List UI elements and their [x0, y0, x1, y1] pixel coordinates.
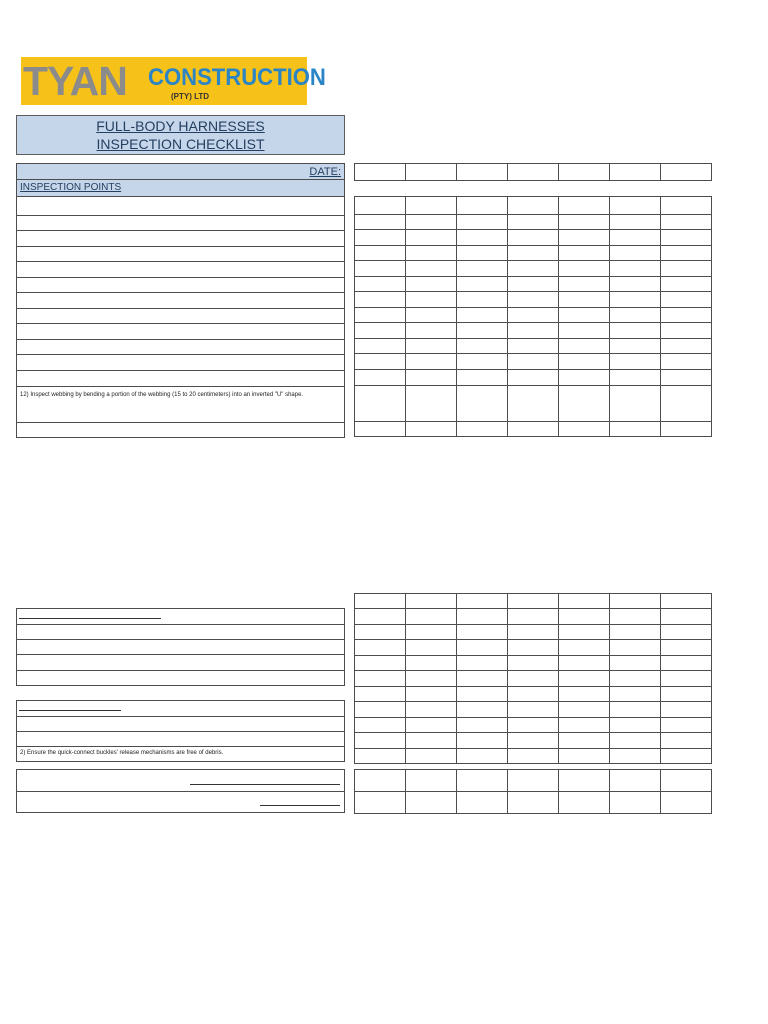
- grid-row: [355, 656, 712, 671]
- check-cell[interactable]: [355, 292, 406, 308]
- check-cell[interactable]: [610, 656, 661, 671]
- check-cell[interactable]: [661, 323, 712, 339]
- date-cell[interactable]: [508, 164, 559, 181]
- check-cell[interactable]: [559, 733, 610, 749]
- check-cell[interactable]: [355, 594, 406, 609]
- check-cell[interactable]: [508, 594, 559, 609]
- grid-row: [355, 702, 712, 718]
- check-cell[interactable]: [508, 308, 559, 323]
- check-cell[interactable]: [406, 687, 457, 702]
- check-cell[interactable]: [508, 749, 559, 764]
- inspection-points-label: INSPECTION POINTS: [20, 182, 122, 193]
- grid-row: [355, 386, 712, 422]
- check-cell[interactable]: [508, 687, 559, 702]
- check-cell[interactable]: [406, 277, 457, 292]
- check-cell[interactable]: [457, 733, 508, 749]
- check-cell[interactable]: [457, 308, 508, 323]
- logo-word-construction: CONSTRUCTION: [148, 64, 326, 91]
- grid-row: [355, 354, 712, 370]
- section2-group-a: [16, 608, 345, 686]
- check-cell[interactable]: [406, 246, 457, 261]
- check-cell[interactable]: [610, 640, 661, 656]
- check-cell[interactable]: [610, 230, 661, 246]
- check-cell[interactable]: [355, 640, 406, 656]
- inspection-points-list: [16, 196, 345, 438]
- check-cell[interactable]: [559, 770, 610, 792]
- check-cell[interactable]: [355, 215, 406, 230]
- date-cell[interactable]: [559, 164, 610, 181]
- check-cell[interactable]: [406, 792, 457, 814]
- check-cell[interactable]: [610, 277, 661, 292]
- check-cell[interactable]: [406, 230, 457, 246]
- check-cell[interactable]: [457, 422, 508, 437]
- check-cell[interactable]: [406, 422, 457, 437]
- section2-point-2: 2) Ensure the quick-connect buckles' release mechanisms are free of debris.: [20, 750, 224, 756]
- check-cell[interactable]: [610, 749, 661, 764]
- check-cell[interactable]: [559, 625, 610, 640]
- check-cell[interactable]: [406, 197, 457, 215]
- check-cell[interactable]: [457, 339, 508, 354]
- check-cell[interactable]: [559, 718, 610, 733]
- check-cell[interactable]: [610, 370, 661, 386]
- check-cell[interactable]: [559, 197, 610, 215]
- check-cell[interactable]: [406, 656, 457, 671]
- check-cell[interactable]: [355, 246, 406, 261]
- check-cell[interactable]: [508, 640, 559, 656]
- check-cell[interactable]: [559, 656, 610, 671]
- check-cell[interactable]: [508, 354, 559, 370]
- check-cell[interactable]: [457, 197, 508, 215]
- grid-row: [355, 625, 712, 640]
- logo-word-tyan: TYAN: [23, 58, 127, 104]
- check-cell[interactable]: [610, 594, 661, 609]
- check-cell[interactable]: [355, 625, 406, 640]
- check-cell[interactable]: [355, 609, 406, 625]
- check-cell[interactable]: [610, 718, 661, 733]
- check-cell[interactable]: [508, 702, 559, 718]
- inspection-grid-1: [354, 196, 712, 437]
- check-cell[interactable]: [457, 230, 508, 246]
- check-cell[interactable]: [661, 770, 712, 792]
- grid-row: [355, 733, 712, 749]
- check-cell[interactable]: [559, 230, 610, 246]
- grid-row: [355, 594, 712, 609]
- check-cell[interactable]: [610, 339, 661, 354]
- date-header-row: [16, 163, 345, 180]
- grid-row: [355, 609, 712, 625]
- check-cell[interactable]: [559, 594, 610, 609]
- check-cell[interactable]: [457, 370, 508, 386]
- check-cell[interactable]: [355, 323, 406, 339]
- date-cell[interactable]: [610, 164, 661, 181]
- check-cell[interactable]: [355, 656, 406, 671]
- grid-row: [355, 749, 712, 764]
- check-cell[interactable]: [508, 339, 559, 354]
- check-cell[interactable]: [457, 749, 508, 764]
- check-cell[interactable]: [661, 422, 712, 437]
- signoff-grid: [354, 769, 712, 814]
- check-cell[interactable]: [610, 770, 661, 792]
- check-cell[interactable]: [406, 625, 457, 640]
- check-cell[interactable]: [610, 422, 661, 437]
- title-line-2: INSPECTION CHECKLIST: [96, 136, 265, 152]
- check-cell[interactable]: [661, 749, 712, 764]
- check-cell[interactable]: [406, 609, 457, 625]
- check-cell[interactable]: [457, 292, 508, 308]
- checklist-title: [16, 115, 345, 155]
- check-cell[interactable]: [610, 261, 661, 277]
- check-cell[interactable]: [610, 308, 661, 323]
- check-cell[interactable]: [355, 386, 406, 422]
- grid-row: [355, 308, 712, 323]
- check-cell[interactable]: [559, 354, 610, 370]
- inspection-points-header: [16, 180, 345, 196]
- logo-sub: (PTY) LTD: [171, 92, 210, 101]
- check-cell[interactable]: [457, 640, 508, 656]
- check-cell[interactable]: [559, 671, 610, 687]
- check-cell[interactable]: [559, 323, 610, 339]
- check-cell[interactable]: [559, 687, 610, 702]
- check-cell[interactable]: [610, 609, 661, 625]
- inspection-grid-2: [354, 593, 712, 764]
- check-cell[interactable]: [457, 246, 508, 261]
- check-cell[interactable]: [457, 594, 508, 609]
- check-cell[interactable]: [457, 609, 508, 625]
- check-cell[interactable]: [559, 370, 610, 386]
- check-cell[interactable]: [610, 702, 661, 718]
- check-cell[interactable]: [406, 733, 457, 749]
- check-cell[interactable]: [610, 733, 661, 749]
- grid-row: [355, 370, 712, 386]
- check-cell[interactable]: [508, 770, 559, 792]
- check-cell[interactable]: [406, 749, 457, 764]
- check-cell[interactable]: [355, 718, 406, 733]
- grid-row: [355, 718, 712, 733]
- check-cell[interactable]: [406, 215, 457, 230]
- check-cell[interactable]: [508, 718, 559, 733]
- check-cell[interactable]: [661, 594, 712, 609]
- check-cell[interactable]: [559, 702, 610, 718]
- grid-row: [355, 671, 712, 687]
- check-cell[interactable]: [661, 625, 712, 640]
- check-cell[interactable]: [355, 792, 406, 814]
- check-cell[interactable]: [457, 277, 508, 292]
- check-cell[interactable]: [661, 308, 712, 323]
- date-cell[interactable]: [661, 164, 712, 181]
- grid-row: [355, 277, 712, 292]
- check-cell[interactable]: [508, 792, 559, 814]
- check-cell[interactable]: [661, 197, 712, 215]
- check-cell[interactable]: [355, 422, 406, 437]
- check-cell[interactable]: [610, 386, 661, 422]
- check-cell[interactable]: [355, 687, 406, 702]
- check-cell[interactable]: [457, 718, 508, 733]
- grid-row: [355, 215, 712, 230]
- check-cell[interactable]: [508, 261, 559, 277]
- check-cell[interactable]: [610, 215, 661, 230]
- check-cell[interactable]: [457, 792, 508, 814]
- check-cell[interactable]: [406, 292, 457, 308]
- grid-row: [355, 422, 712, 437]
- group-a-heading-underline: [19, 618, 161, 619]
- check-cell[interactable]: [406, 370, 457, 386]
- check-cell[interactable]: [508, 323, 559, 339]
- check-cell[interactable]: [610, 625, 661, 640]
- check-cell[interactable]: [508, 197, 559, 215]
- check-cell[interactable]: [355, 197, 406, 215]
- check-cell[interactable]: [406, 718, 457, 733]
- check-cell[interactable]: [508, 215, 559, 230]
- grid-row: [355, 197, 712, 215]
- check-cell[interactable]: [457, 625, 508, 640]
- check-cell[interactable]: [661, 702, 712, 718]
- check-cell[interactable]: [661, 640, 712, 656]
- check-cell[interactable]: [355, 671, 406, 687]
- check-cell[interactable]: [406, 770, 457, 792]
- check-cell[interactable]: [508, 230, 559, 246]
- grid-row: [355, 323, 712, 339]
- grid-row: [355, 640, 712, 656]
- check-cell[interactable]: [559, 308, 610, 323]
- check-cell[interactable]: [661, 370, 712, 386]
- grid-row: [355, 770, 712, 792]
- check-cell[interactable]: [406, 640, 457, 656]
- check-cell[interactable]: [559, 609, 610, 625]
- check-cell[interactable]: [355, 339, 406, 354]
- check-cell[interactable]: [508, 370, 559, 386]
- check-cell[interactable]: [610, 354, 661, 370]
- check-cell[interactable]: [457, 354, 508, 370]
- check-cell[interactable]: [355, 749, 406, 764]
- check-cell[interactable]: [610, 197, 661, 215]
- check-cell[interactable]: [508, 277, 559, 292]
- signature-line-2[interactable]: [260, 805, 340, 806]
- check-cell[interactable]: [457, 687, 508, 702]
- check-cell[interactable]: [457, 671, 508, 687]
- check-cell[interactable]: [559, 422, 610, 437]
- check-cell[interactable]: [610, 792, 661, 814]
- check-cell[interactable]: [508, 733, 559, 749]
- check-cell[interactable]: [457, 323, 508, 339]
- check-cell[interactable]: [355, 230, 406, 246]
- check-cell[interactable]: [457, 215, 508, 230]
- check-cell[interactable]: [559, 261, 610, 277]
- group-b-heading-underline: [19, 710, 121, 711]
- check-cell[interactable]: [610, 292, 661, 308]
- signature-line-1[interactable]: [190, 784, 340, 785]
- date-cell[interactable]: [406, 164, 457, 181]
- check-cell[interactable]: [508, 656, 559, 671]
- signoff-box: [16, 769, 345, 813]
- check-cell[interactable]: [559, 277, 610, 292]
- check-cell[interactable]: [457, 702, 508, 718]
- check-cell[interactable]: [355, 733, 406, 749]
- inspection-point-12: 12) Inspect webbing by bending a portion of the webbing (15 to 20 centimeters) into an inverted "U" shape.: [20, 392, 304, 398]
- check-cell[interactable]: [457, 656, 508, 671]
- check-cell[interactable]: [508, 671, 559, 687]
- check-cell[interactable]: [508, 292, 559, 308]
- check-cell[interactable]: [457, 386, 508, 422]
- check-cell[interactable]: [661, 609, 712, 625]
- check-cell[interactable]: [559, 640, 610, 656]
- check-cell[interactable]: [355, 770, 406, 792]
- check-cell[interactable]: [610, 687, 661, 702]
- check-cell[interactable]: [355, 308, 406, 323]
- check-cell[interactable]: [661, 246, 712, 261]
- check-cell[interactable]: [508, 386, 559, 422]
- check-cell[interactable]: [661, 339, 712, 354]
- date-label: DATE:: [309, 166, 341, 178]
- check-cell[interactable]: [508, 422, 559, 437]
- check-cell[interactable]: [559, 386, 610, 422]
- check-cell[interactable]: [457, 770, 508, 792]
- check-cell[interactable]: [661, 261, 712, 277]
- date-cell[interactable]: [355, 164, 406, 181]
- check-cell[interactable]: [355, 354, 406, 370]
- check-cell[interactable]: [508, 609, 559, 625]
- grid-row: [355, 339, 712, 354]
- check-cell[interactable]: [508, 246, 559, 261]
- check-cell[interactable]: [406, 386, 457, 422]
- check-cell[interactable]: [661, 386, 712, 422]
- date-cell[interactable]: [457, 164, 508, 181]
- check-cell[interactable]: [610, 671, 661, 687]
- check-cell[interactable]: [355, 261, 406, 277]
- check-cell[interactable]: [661, 733, 712, 749]
- check-cell[interactable]: [661, 792, 712, 814]
- check-cell[interactable]: [508, 625, 559, 640]
- check-cell[interactable]: [661, 292, 712, 308]
- check-cell[interactable]: [457, 261, 508, 277]
- check-cell[interactable]: [406, 308, 457, 323]
- check-cell[interactable]: [661, 718, 712, 733]
- check-cell[interactable]: [355, 277, 406, 292]
- date-columns-header: [354, 163, 712, 181]
- check-cell[interactable]: [661, 354, 712, 370]
- check-cell[interactable]: [559, 215, 610, 230]
- grid-row: [355, 230, 712, 246]
- grid-row: [355, 292, 712, 308]
- grid-row: [355, 261, 712, 277]
- check-cell[interactable]: [406, 339, 457, 354]
- grid-row: [355, 687, 712, 702]
- grid-row: [355, 246, 712, 261]
- check-cell[interactable]: [610, 246, 661, 261]
- grid-row: [355, 792, 712, 814]
- company-logo: [21, 57, 326, 105]
- title-line-1: FULL-BODY HARNESSES: [96, 118, 265, 134]
- check-cell[interactable]: [559, 792, 610, 814]
- check-cell[interactable]: [559, 749, 610, 764]
- check-cell[interactable]: [661, 277, 712, 292]
- check-cell[interactable]: [406, 594, 457, 609]
- check-cell[interactable]: [559, 339, 610, 354]
- check-cell[interactable]: [355, 370, 406, 386]
- check-cell[interactable]: [406, 702, 457, 718]
- check-cell[interactable]: [661, 215, 712, 230]
- check-cell[interactable]: [355, 702, 406, 718]
- check-cell[interactable]: [406, 354, 457, 370]
- check-cell[interactable]: [661, 230, 712, 246]
- check-cell[interactable]: [559, 246, 610, 261]
- check-cell[interactable]: [406, 261, 457, 277]
- check-cell[interactable]: [610, 323, 661, 339]
- check-cell[interactable]: [406, 671, 457, 687]
- check-cell[interactable]: [406, 323, 457, 339]
- check-cell[interactable]: [661, 671, 712, 687]
- check-cell[interactable]: [661, 656, 712, 671]
- check-cell[interactable]: [559, 292, 610, 308]
- check-cell[interactable]: [661, 687, 712, 702]
